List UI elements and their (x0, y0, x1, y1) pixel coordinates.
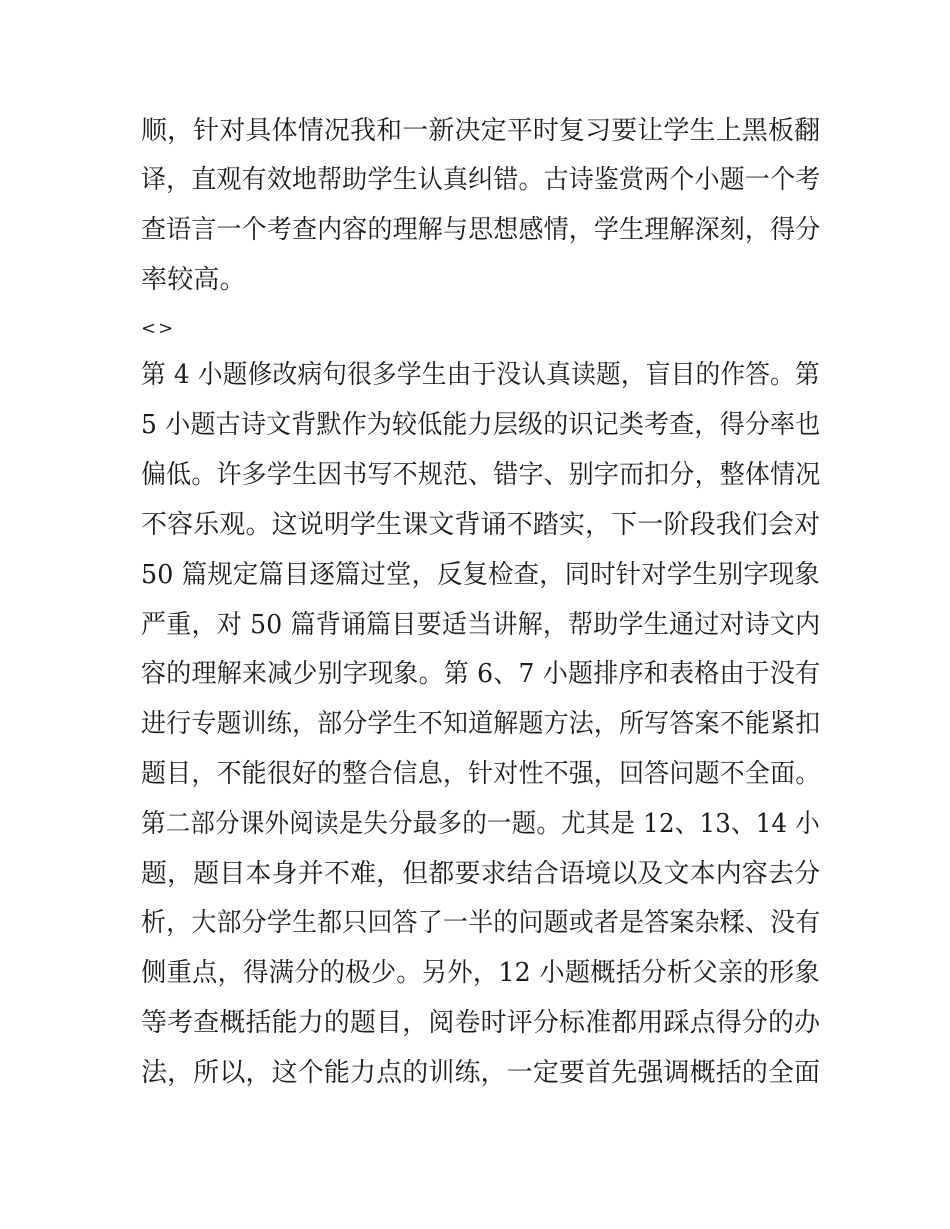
text-line: 率较高。 (141, 265, 246, 295)
text-line: 等考查概括能力的题目，阅卷时评分标准都用踩点得分的办 (141, 1008, 821, 1038)
text-line: 不容乐观。这说明学生课文背诵不踏实，下一阶段我们会对 (141, 510, 821, 540)
text-line: 50 篇规定篇目逐篇过堂，反复检查，同时针对学生别字现象 (141, 560, 820, 590)
section-marker: <> (141, 318, 176, 339)
text-line: 译，直观有效地帮助学生认真纠错。古诗鉴赏两个小题一个考 (141, 165, 821, 195)
text-line: 5 小题古诗文背默作为较低能力层级的识记类考查，得分率也 (141, 410, 821, 440)
text-line: 容的理解来减少别字现象。第 6、7 小题排序和表格由于没有 (141, 659, 821, 689)
text-line: 第 4 小题修改病句很多学生由于没认真读题，盲目的作答。第 (141, 360, 820, 390)
text-line: 进行专题训练，部分学生不知道解题方法，所写答案不能紧扣 (141, 709, 821, 739)
text-line: 第二部分课外阅读是失分最多的一题。尤其是 12、13、14 小 (141, 809, 821, 839)
text-line: 侧重点，得满分的极少。另外，12 小题概括分析父亲的形象 (141, 958, 820, 988)
text-line: 顺，针对具体情况我和一新决定平时复习要让学生上黑板翻 (141, 116, 821, 146)
text-line: 题，题目本身并不难，但都要求结合语境以及文本内容去分 (141, 859, 821, 889)
text-line: 查语言一个考查内容的理解与思想感情，学生理解深刻，得分 (141, 215, 821, 245)
text-line: 法，所以，这个能力点的训练，一定要首先强调概括的全面 (141, 1058, 821, 1088)
text-line: 严重，对 50 篇背诵篇目要适当讲解，帮助学生通过对诗文内 (141, 610, 821, 640)
text-line: 偏低。许多学生因书写不规范、错字、别字而扣分，整体情况 (141, 460, 821, 490)
text-line: 析，大部分学生都只回答了一半的问题或者是答案杂糅、没有 (141, 908, 821, 938)
text-line: 题目，不能很好的整合信息，针对性不强，回答问题不全面。 (141, 759, 821, 789)
